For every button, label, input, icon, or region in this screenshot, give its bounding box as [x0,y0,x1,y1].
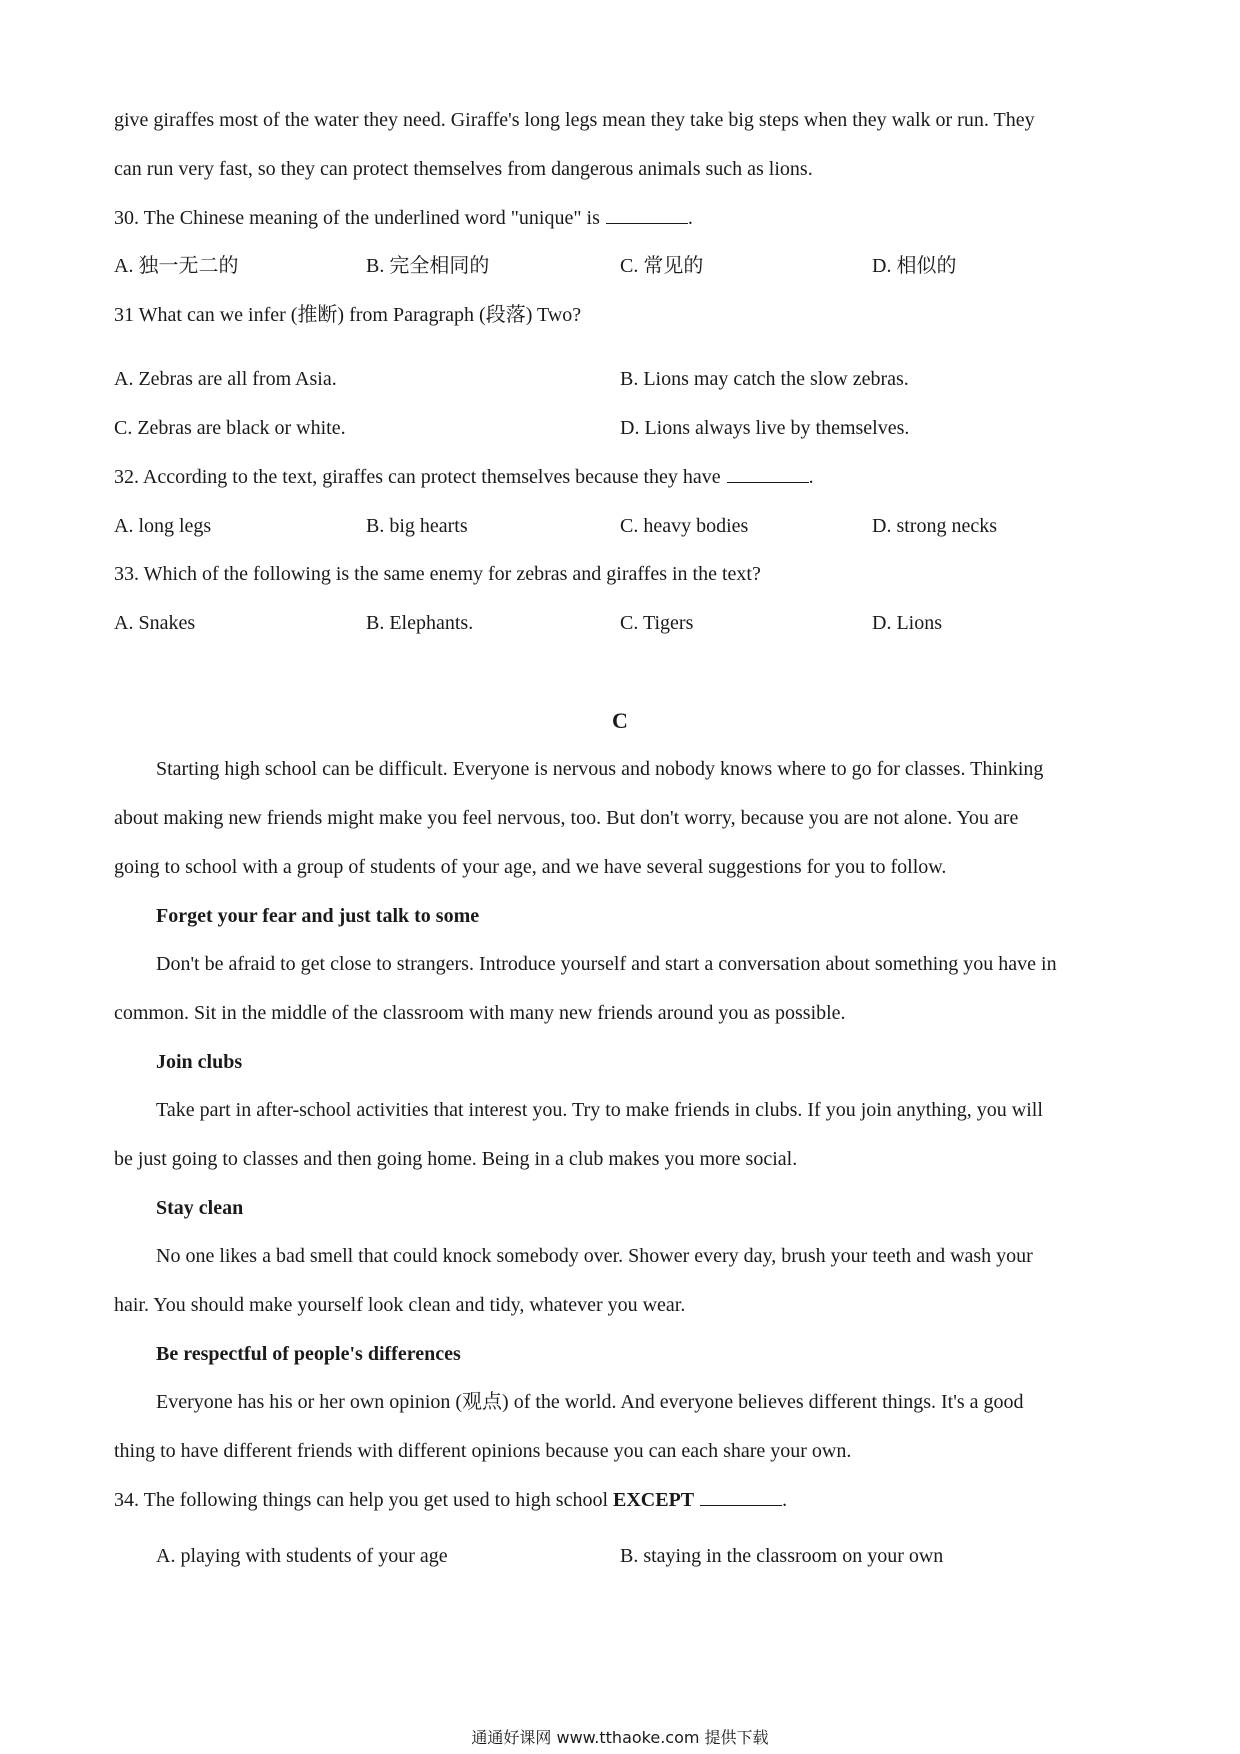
option-d: D. Lions always live by themselves. [620,417,910,439]
question-stem: 32. According to the text, giraffes can protect themselves because they have [114,466,721,488]
answer-blank [606,205,688,224]
question-30 [114,205,693,231]
option-c: C. Tigers [620,612,694,634]
option-c: C. heavy bodies [620,515,749,537]
paragraph-line: going to school with a group of students of your age, and we have several suggestions for you to follow. [114,856,947,878]
stem-end: . [808,466,814,488]
paragraph-line: common. Sit in the middle of the classroom with many new friends around you as possible. [114,1002,846,1024]
option-a: A. playing with students of your age [156,1545,448,1567]
question-stem: 34. The following things can help you get used to high school [114,1489,609,1511]
question-33: 33. Which of the following is the same enemy for zebras and giraffes in the text? [114,563,761,585]
question-32 [114,464,814,490]
paragraph-line: Take part in after-school activities that interest you. Try to make friends in clubs. If you join anything, you will [156,1099,1043,1121]
paragraph-line: hair. You should make yourself look clean and tidy, whatever you wear. [114,1294,686,1316]
answer-blank [700,1487,782,1506]
option-c: C. 常见的 [620,255,704,277]
subheading: Join clubs [156,1051,243,1073]
paragraph-line: No one likes a bad smell that could knock somebody over. Shower every day, brush your teeth and wash your [156,1245,1033,1267]
stem-end: . [782,1489,788,1511]
option-b: B. big hearts [366,515,468,537]
option-b: B. 完全相同的 [366,255,490,277]
section-title: C [612,708,628,733]
stem-end: . [687,207,693,229]
passage-line: can run very fast, so they can protect themselves from dangerous animals such as lions. [114,158,813,180]
option-a: A. long legs [114,515,212,537]
option-b: B. staying in the classroom on your own [620,1545,944,1567]
paragraph-line: Starting high school can be difficult. Everyone is nervous and nobody knows where to go for classes. Thinking [156,758,1044,780]
paragraph-line: about making new friends might make you feel nervous, too. But don't worry, because you are not alone. You are [114,807,1019,829]
subheading: Stay clean [156,1197,244,1219]
paragraph-line: thing to have different friends with different opinions because you can each share your own. [114,1440,852,1462]
keyword: EXCEPT [613,1489,695,1511]
page-footer: 通通好课网 www.tthaoke.com 提供下载 [471,1728,769,1747]
option-b: B. Elephants. [366,612,474,634]
option-c: C. Zebras are black or white. [114,417,346,439]
option-a: A. Snakes [114,612,196,634]
question-31: 31 What can we infer (推断) from Paragraph (段落) Two? [114,304,582,326]
paragraph-line: Don't be afraid to get close to strangers. Introduce yourself and start a conversation about something you have in [156,953,1057,975]
question-34 [114,1487,787,1513]
option-a: A. Zebras are all from Asia. [114,368,337,390]
option-d: D. 相似的 [872,255,957,277]
paragraph-line: be just going to classes and then going home. Being in a club makes you more social. [114,1148,798,1170]
subheading: Be respectful of people's differences [156,1343,461,1365]
answer-blank [727,464,809,483]
subheading: Forget your fear and just talk to some [156,905,480,927]
option-d: D. Lions [872,612,942,634]
paragraph-line: Everyone has his or her own opinion (观点) of the world. And everyone believes different things. It's a good [156,1391,1024,1413]
option-a: A. 独一无二的 [114,255,239,277]
question-stem: 30. The Chinese meaning of the underlined word "unique" is [114,207,600,229]
passage-line: give giraffes most of the water they need. Giraffe's long legs mean they take big steps when they walk or run. They [114,109,1035,131]
option-b: B. Lions may catch the slow zebras. [620,368,909,390]
option-d: D. strong necks [872,515,997,537]
